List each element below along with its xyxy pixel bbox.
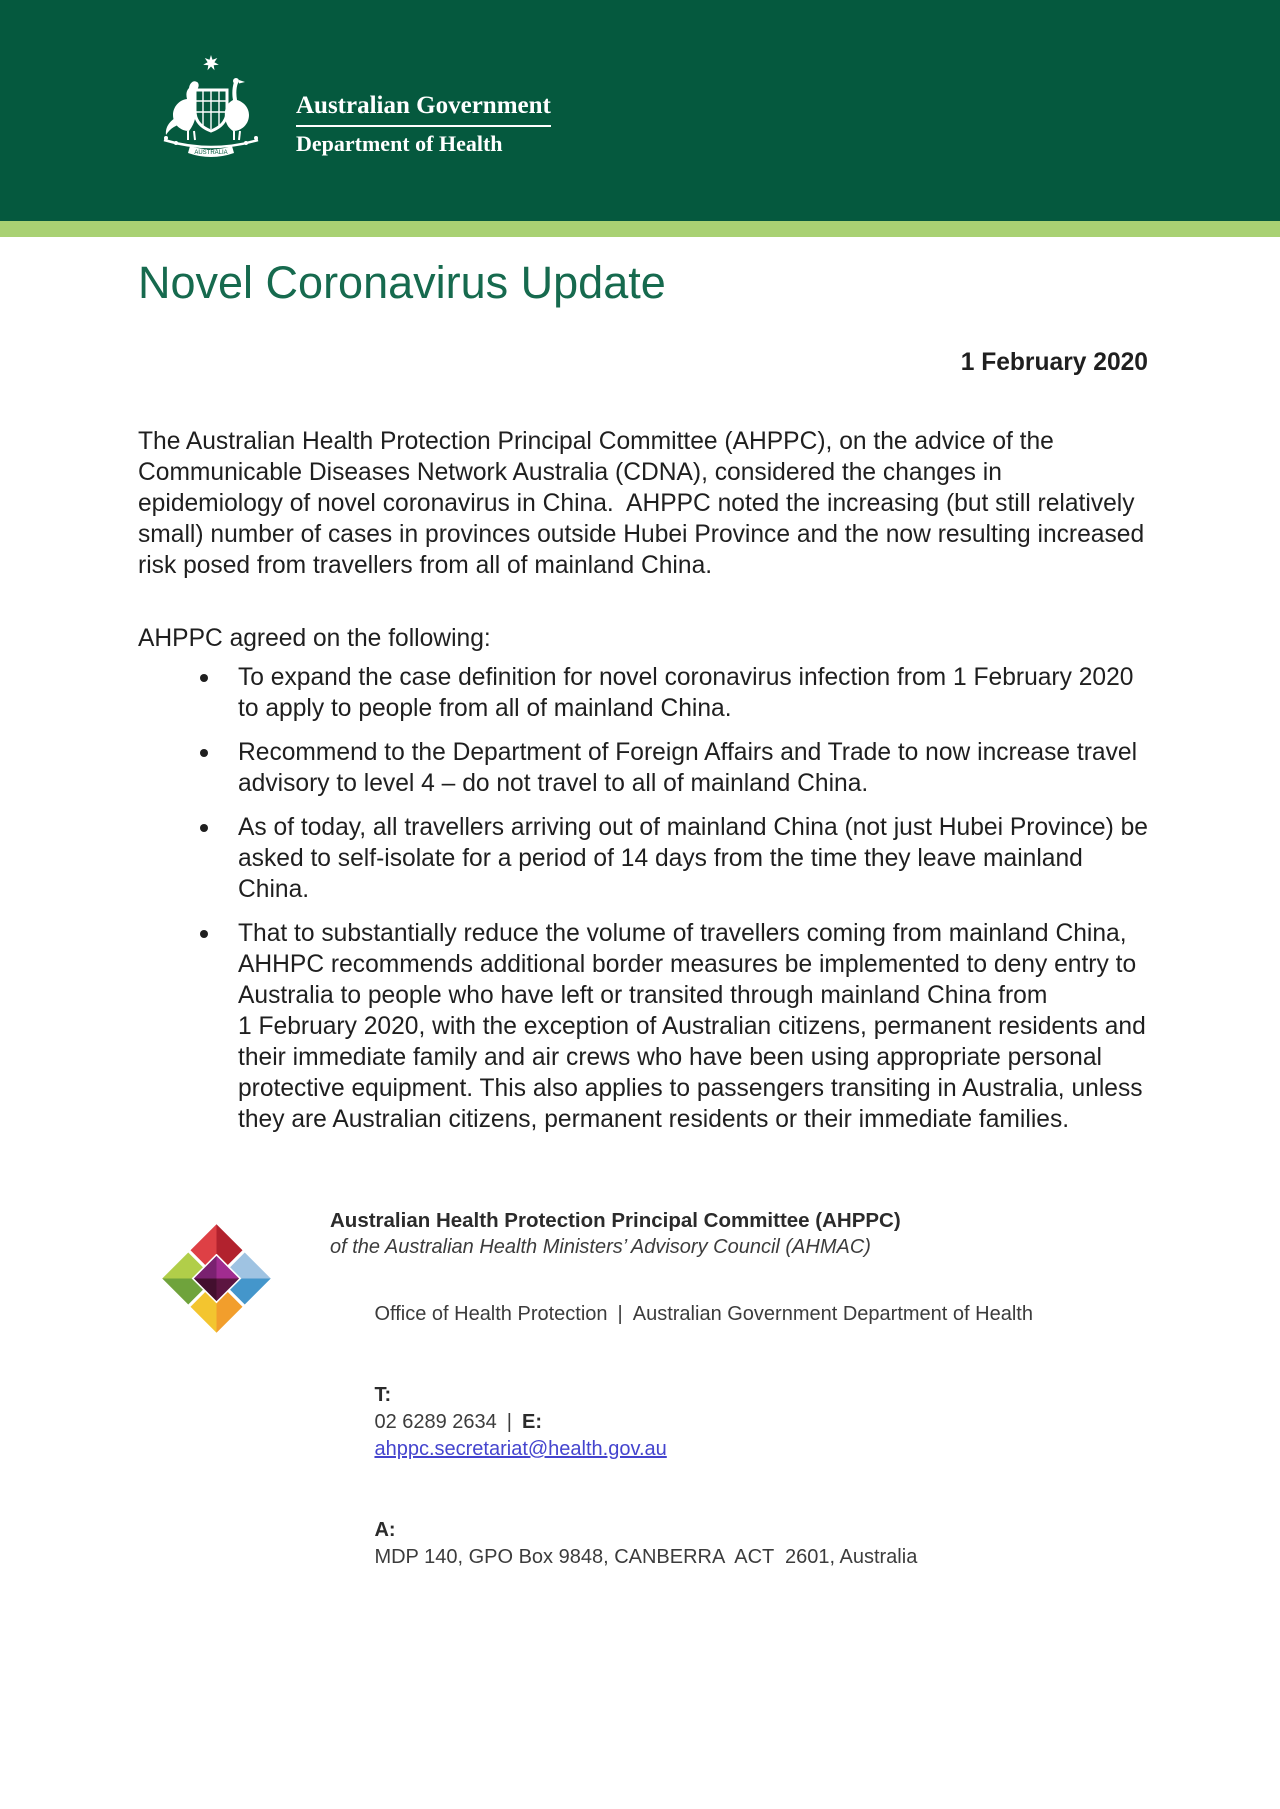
office-name: Office of Health Protection bbox=[374, 1303, 608, 1325]
logo-centre-diamond bbox=[194, 1256, 239, 1301]
office-line bbox=[330, 1274, 1033, 1355]
supporter-legs bbox=[188, 131, 240, 140]
government-title: Australian Government bbox=[296, 92, 551, 127]
address-label: A: bbox=[374, 1519, 396, 1541]
list-item-text: That to substantially reduce the volume of travellers coming from mainland China, AHHPC recommends additional border measures be implemented to deny entry to Australia to people who have left or transited through mainland China from bbox=[238, 920, 1137, 1009]
address-line bbox=[330, 1490, 1033, 1598]
list-item-text: Recommend to the Department of Foreign Affairs and Trade to now increase travel advisory to level 4 – do not travel to all of mainland China. bbox=[238, 739, 1138, 797]
list-item-text: To expand the case definition for novel coronavirus infection from 1 February 2020 to apply to people from all of mainland China. bbox=[238, 664, 1134, 722]
wattle-dot bbox=[244, 141, 248, 145]
list-item-text-continued: 1 February 2020, with the exception of Australian citizens, permanent residents and their immediate family and air crews who have been using appropriate personal protective equipment. This also applies to passengers transiting in Australia, unless they are Australian citizens, permanent residents or their immediate families. bbox=[238, 1013, 1146, 1133]
contact-line bbox=[330, 1355, 1033, 1490]
footer-spacer bbox=[330, 1260, 1033, 1274]
email-label: E: bbox=[522, 1411, 542, 1433]
separator: | bbox=[617, 1303, 623, 1325]
brand-text bbox=[296, 92, 551, 156]
document-content bbox=[0, 237, 1280, 1148]
list-item-1 bbox=[138, 662, 1148, 724]
organisation-name: Australian Health Protection Principal Committee (AHPPC) bbox=[330, 1209, 901, 1232]
footer-text bbox=[330, 1208, 1033, 1598]
agreement-list bbox=[138, 662, 1148, 1135]
organisation-subtitle: of the Australian Health Ministers’ Advisory Council (AHMAC) bbox=[330, 1236, 871, 1258]
ribbon-text: AUSTRALIA bbox=[194, 150, 228, 156]
list-item-4 bbox=[138, 918, 1148, 1135]
wattle-dot bbox=[164, 136, 168, 140]
phone-label: T: bbox=[374, 1384, 392, 1406]
government-brand bbox=[0, 0, 1280, 161]
list-intro: AHPPC agreed on the following: bbox=[138, 625, 491, 652]
emu-beak bbox=[239, 80, 245, 84]
page-title: Novel Coronavirus Update bbox=[138, 257, 666, 308]
header-banner bbox=[0, 0, 1280, 221]
list-item-2 bbox=[138, 737, 1148, 799]
coat-of-arms-icon bbox=[136, 54, 286, 161]
wattle-dot bbox=[174, 141, 178, 145]
commonwealth-star bbox=[203, 55, 219, 70]
accent-strip bbox=[0, 221, 1280, 237]
email-link[interactable]: ahppc.secretariat@health.gov.au bbox=[374, 1438, 667, 1460]
department-name: Australian Government Department of Health bbox=[632, 1303, 1033, 1325]
emu-silhouette bbox=[225, 80, 249, 131]
ahppc-diamond-logo bbox=[160, 1222, 273, 1335]
intro-paragraph: The Australian Health Protection Principal Committee (AHPPC), on the advice of the Communicable Diseases Network Australia (CDNA), considered the changes in epidemiology of novel coronavirus in China. AHPPC noted the increasing (but still relatively small) number of cases in provinces outside Hubei Province and the now resulting increased risk posed from travellers from all of mainland China. bbox=[138, 428, 1151, 579]
footer-block bbox=[160, 1200, 1033, 1598]
separator: | bbox=[506, 1411, 512, 1433]
list-item-3 bbox=[138, 812, 1148, 905]
document-date: 1 February 2020 bbox=[960, 349, 1148, 376]
emu-head bbox=[233, 78, 239, 84]
wattle-branches bbox=[164, 140, 258, 147]
list-item-text: As of today, all travellers arriving out of mainland China (not just Hubei Province) be asked to self-isolate for a period of 14 days from the time they leave mainland China. bbox=[238, 814, 1148, 903]
phone-number: 02 6289 2634 bbox=[374, 1411, 497, 1433]
wattle-dot bbox=[254, 136, 258, 140]
department-title: Department of Health bbox=[296, 131, 503, 156]
address-text: MDP 140, GPO Box 9848, CANBERRA ACT 2601, Australia bbox=[374, 1546, 918, 1568]
